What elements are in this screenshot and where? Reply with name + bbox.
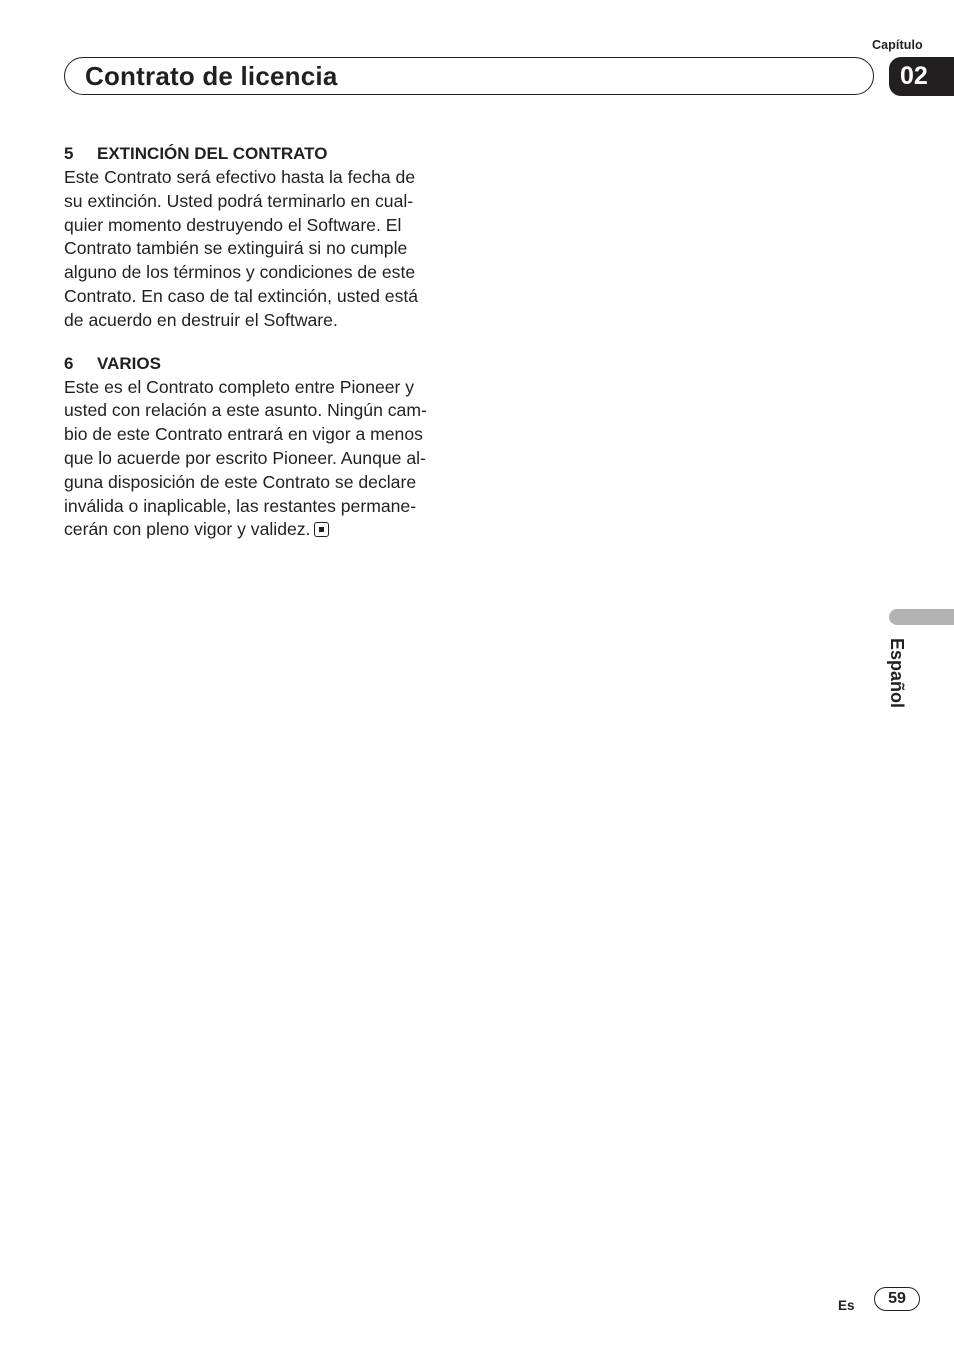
paragraph-line: usted con relación a este asunto. Ningún cam- xyxy=(64,400,427,421)
section-number: 5 xyxy=(64,144,74,163)
end-of-section-icon xyxy=(314,522,329,537)
paragraph-line: alguno de los términos y condiciones de este xyxy=(64,262,416,283)
paragraph-line: guna disposición de este Contrato se declare xyxy=(64,471,417,492)
section-title: VARIOS xyxy=(97,353,161,373)
paragraph-line: que lo acuerde por escrito Pioneer. Aunque al- xyxy=(64,447,426,468)
language-code: Es xyxy=(838,1298,855,1313)
language-tab-bar xyxy=(889,609,954,625)
paragraph-line: de acuerdo en destruir el Software. xyxy=(64,309,338,330)
chapter-tab xyxy=(889,57,954,96)
section-title: EXTINCIÓN DEL CONTRATO xyxy=(97,144,328,163)
paragraph-line: quier momento destruyendo el Software. El xyxy=(64,214,402,235)
language-label: Español xyxy=(887,638,907,709)
paragraph-line: Contrato. En caso de tal extinción, usted está xyxy=(64,285,419,306)
paragraph-line: inválida o inaplicable, las restantes permane- xyxy=(64,495,417,516)
text-column xyxy=(64,141,464,560)
paragraph-line-text: cerán con pleno vigor y validez. xyxy=(64,519,311,540)
page-number: 59 xyxy=(888,1290,906,1307)
section-heading xyxy=(64,141,464,166)
title-box xyxy=(64,57,874,95)
paragraph-line: Este Contrato será efectivo hasta la fecha de xyxy=(64,167,416,187)
page-title: Contrato de licencia xyxy=(85,61,338,91)
section-extincion xyxy=(64,141,464,333)
chapter-label: Capítulo xyxy=(872,38,923,52)
section-varios xyxy=(64,351,464,543)
chapter-number: 02 xyxy=(900,62,928,90)
paragraph-line: Contrato también se extinguirá si no cumple xyxy=(64,238,408,259)
paragraph-line-last xyxy=(64,518,464,542)
language-label-wrapper xyxy=(877,638,937,718)
section-number: 6 xyxy=(64,353,74,373)
paragraph-line: Este es el Contrato completo entre Pioneer y xyxy=(64,376,415,397)
page-number-pill xyxy=(874,1287,920,1311)
paragraph-line: bio de este Contrato entrará en vigor a menos xyxy=(64,424,423,445)
section-heading xyxy=(64,351,464,376)
paragraph-line: su extinción. Usted podrá terminarlo en cual- xyxy=(64,190,414,211)
